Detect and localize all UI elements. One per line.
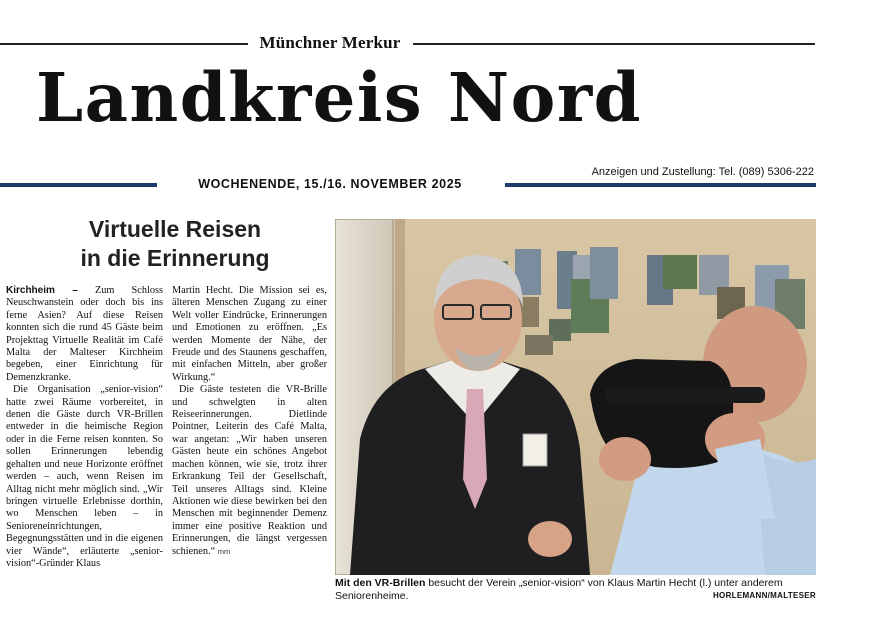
headline-line-1: Virtuelle Reisen (88, 216, 262, 242)
article-paragraph (6, 285, 163, 384)
paragraph-text: Zum Schloss Neuschwanstein oder doch bis ins ferne Asien? Auf diese Reisen konnten sich die rund 45 Gäste beim Projekttag Virtuelle Realität im Café Malta der Malteser Kirchheim begeben, einer Einrichtung für Demenzkranke. (6, 285, 164, 383)
article-photo (335, 219, 816, 575)
section-title: Landkreis Nord (36, 58, 643, 137)
masthead-rule-left (0, 43, 248, 45)
article-paragraph: Die Organisation „senior-vision“ hatte zwei Räume vorbereitet, in denen die Gäste durch VR-Brillen entweder in die heimische Region oder in die Ferne reisen konnten. So sollen Erinnerungen lebendig gehalten und neue Horizonte eröffnet werden – auch, wenn Reisen im Alltag nicht mehr möglich sind. „Wir bringen virtuelle Erlebnisse dorthin, wo Menschen leben – in Senioreneinrichtungen, Begegnungsstätten und in die eigenen vier Wände“, erläuterte „senior-vision“-Gründer Klaus (6, 384, 163, 569)
contact-line: Anzeigen und Zustellung: Tel. (089) 5306-222 (591, 166, 814, 178)
article-paragraph: Martin Hecht. Die Mission sei es, älteren Menschen Zugang zu einer Welt voller Eindrücke, Erinnerungen und Emotionen zu eröffnen. „Es werden Momente der Nähe, der Freude und des Staunens geschaffen, mit einfachen Mitteln, aber großer Wirkung.“ (172, 285, 327, 383)
photo-credit: HORLEMANN/MALTESER (712, 591, 816, 600)
article-paragraph (172, 384, 327, 558)
headline-line-2: in die Erinnerung (80, 245, 270, 271)
paragraph-text: Die Gäste testeten die VR-Brille und schwelgten in alten Reiseerinnerungen. Dietlinde Pointner, Leiterin des Café Malta, war angetan: „Wir haben unseren Gästen heute ein schönes Angebot machen können, wie sie, trotz ihrer Erkrankung Teil der Gesellschaft, Teil unseres Alltags sind. Kleine Aktionen wie diese bewirken bei den Menschen mit beginnender Demenz immer eine positive Reaktion und Erinnerungen, die längst vergessen schienen.“ (172, 384, 327, 557)
caption-text: besucht der Verein „senior-vision“ von Klaus Martin Hecht (l.) unter anderem Seniorenheime. (335, 577, 783, 602)
author-initials: mm (217, 546, 231, 556)
caption-lead: Mit den VR-Brillen (335, 577, 426, 589)
article-headline (30, 215, 320, 273)
date-line: WOCHENENDE, 15./16. NOVEMBER 2025 (198, 177, 462, 191)
masthead-rule-right (413, 43, 815, 45)
photo-illustration (335, 219, 816, 575)
dateline: Kirchheim – (6, 285, 78, 296)
date-bar-right (505, 183, 816, 187)
article-column-1 (6, 285, 163, 570)
paper-name: Münchner Merkur (259, 33, 401, 52)
article-column-2 (172, 285, 327, 558)
date-bar-left (0, 183, 157, 187)
